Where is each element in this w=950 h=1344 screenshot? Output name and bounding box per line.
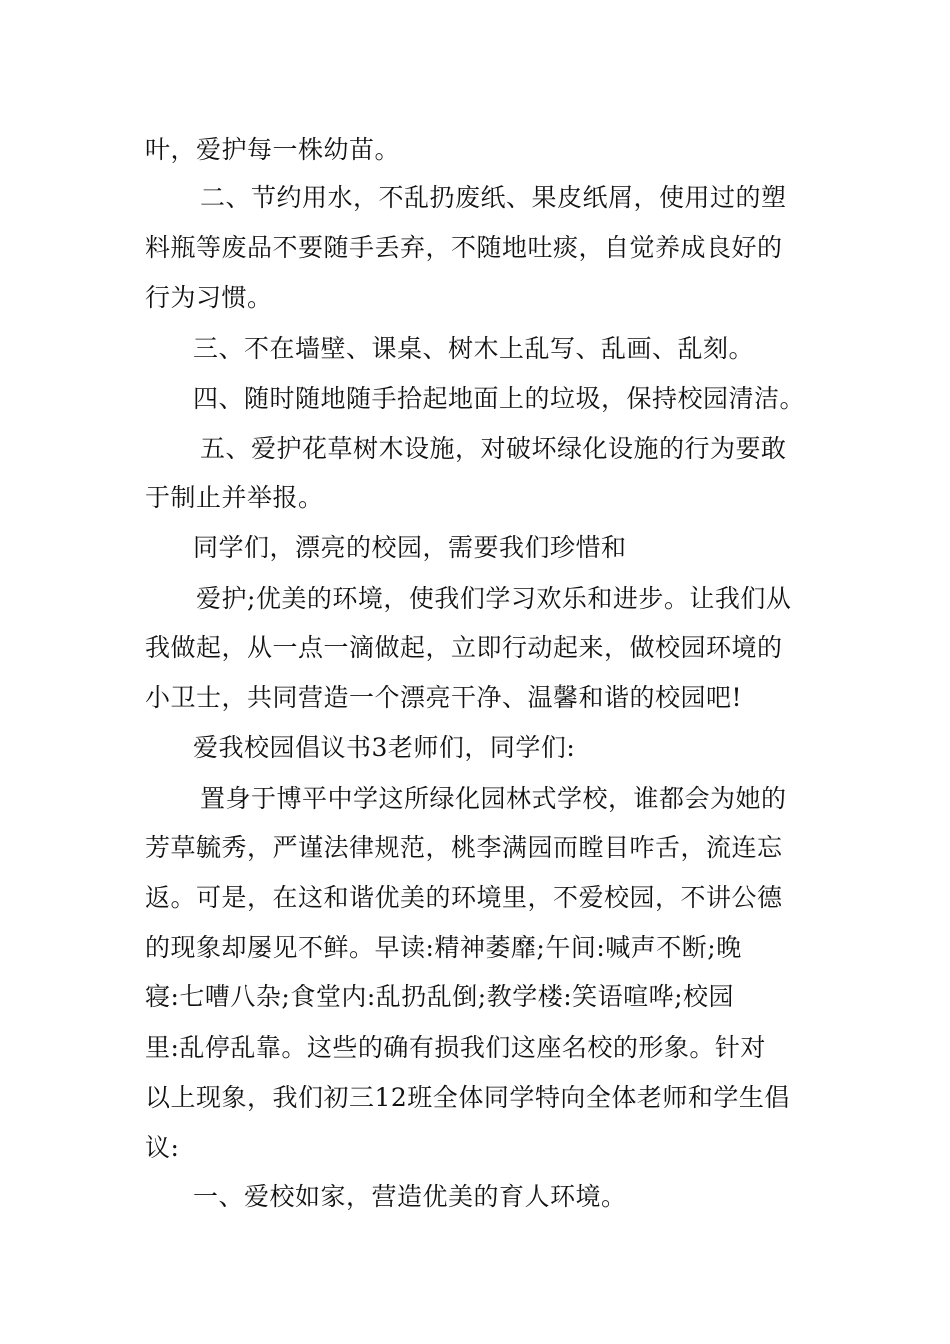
text-line: 三、不在墙壁、课桌、树木上乱写、乱画、乱刻。 [193, 334, 755, 363]
text-line: 返。可是，在这和谐优美的环境里，不爱校园，不讲公德 [145, 883, 783, 912]
text-line: 二、节约用水，不乱扔废纸、果皮纸屑，使用过的塑 [200, 183, 787, 212]
text-line: 的现象却屡见不鲜。早读:精神萎靡;午间:喊声不断;晚 [145, 933, 742, 962]
text-line: 我做起，从一点一滴做起，立即行动起来，做校园环境的 [145, 633, 783, 662]
text-line: 以上现象，我们初三12班全体同学特向全体老师和学生倡 [145, 1083, 790, 1112]
text-line: 小卫士，共同营造一个漂亮干净、温馨和谐的校园吧! [145, 683, 743, 712]
text-line: 置身于博平中学这所绿化园林式学校，谁都会为她的 [200, 784, 787, 813]
text-line: 寝:七嘈八杂;食堂内:乱扔乱倒;教学楼:笑语喧哗;校园 [145, 982, 735, 1011]
text-line: 芳草毓秀，严谨法律规范，桃李满园而瞠目咋舌，流连忘 [145, 833, 783, 862]
text-line: 料瓶等废品不要随手丢弃，不随地吐痰，自觉养成良好的 [145, 233, 783, 262]
text-line: 里:乱停乱靠。这些的确有损我们这座名校的形象。针对 [145, 1033, 766, 1062]
text-line: 四、随时随地随手拾起地面上的垃圾，保持校园清洁。 [193, 384, 806, 413]
text-line: 一、爱校如家，营造优美的育人环境。 [193, 1182, 627, 1211]
text-line: 爱护;优美的环境，使我们学习欢乐和进步。让我们从 [196, 584, 792, 613]
text-line: 同学们，漂亮的校园，需要我们珍惜和 [193, 533, 627, 562]
text-line: 于制止并举报。 [145, 483, 324, 512]
text-line: 行为习惯。 [145, 283, 273, 312]
text-line: 五、爱护花草树木设施，对破坏绿化设施的行为要敢 [200, 434, 787, 463]
text-line: 叶，爱护每一株幼苗。 [145, 135, 401, 164]
text-line: 爱我校园倡议书3老师们，同学们: [193, 733, 576, 762]
text-line: 议: [145, 1133, 180, 1162]
